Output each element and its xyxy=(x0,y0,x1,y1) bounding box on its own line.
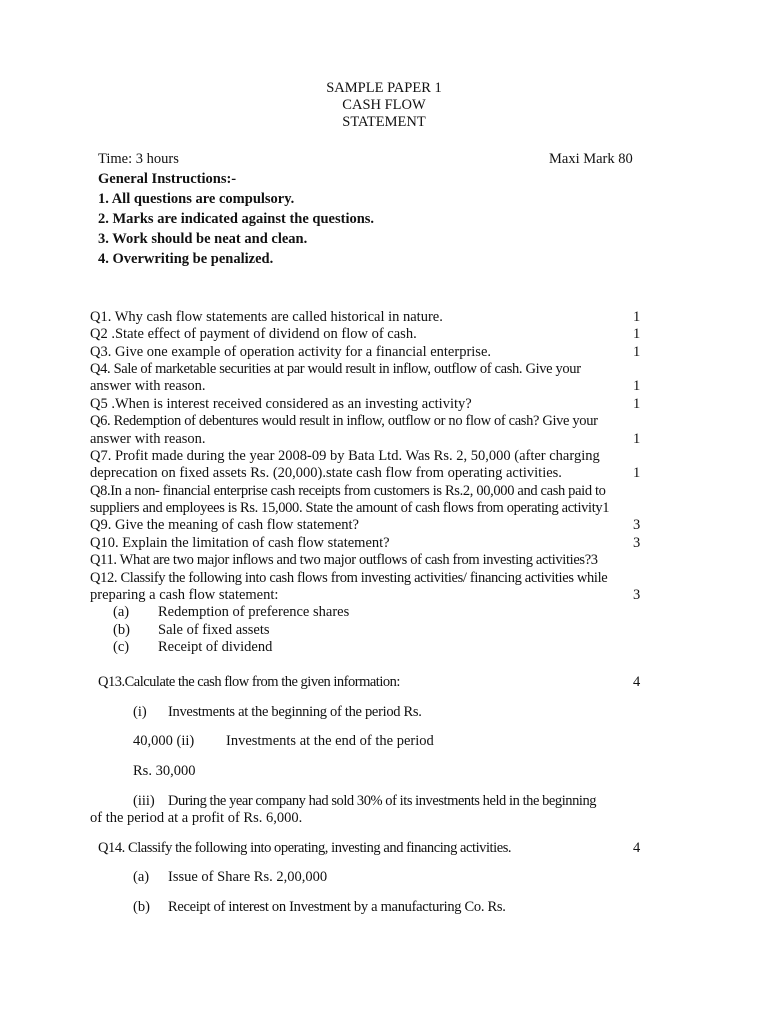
instruction-item: 3. Work should be neat and clean. xyxy=(98,231,308,247)
question-12: Q12. Classify the following into cash flows from investing activities/ financing activities while xyxy=(90,570,608,586)
instruction-item: 2. Marks are indicated against the questions. xyxy=(98,211,375,227)
question-14-option-text: Issue of Share Rs. 2,00,000 xyxy=(168,869,328,885)
question-1: Q1. Why cash flow statements are called historical in nature. xyxy=(90,309,443,325)
question-13-item-text: Investments at the end of the period xyxy=(226,733,434,749)
instruction-item: 1. All questions are compulsory. xyxy=(98,191,295,207)
question-9: Q9. Give the meaning of cash flow statement? xyxy=(90,517,359,533)
question-1-marks: 1 xyxy=(633,309,641,325)
question-6-marks: 1 xyxy=(633,431,641,447)
question-10: Q10. Explain the limitation of cash flow statement? xyxy=(90,535,390,551)
question-12-option-text: Sale of fixed assets xyxy=(158,622,270,638)
paper-subtitle-2: STATEMENT xyxy=(342,114,426,130)
question-13-item-text: Investments at the beginning of the period Rs. xyxy=(168,704,422,720)
question-3: Q3. Give one example of operation activity for a financial enterprise. xyxy=(90,344,492,360)
question-12-option-label: (c) xyxy=(113,639,130,655)
question-13-item-text: During the year company had sold 30% of its investments held in the beginning xyxy=(168,793,597,809)
question-5: Q5 .When is interest received considered as an investing activity? xyxy=(90,396,472,412)
question-4: Q4. Sale of marketable securities at par would result in inflow, outflow of cash. Give your xyxy=(90,361,581,377)
maximum-marks: Maxi Mark 80 xyxy=(549,151,633,167)
question-13-marks: 4 xyxy=(633,674,641,690)
paper-title: SAMPLE PAPER 1 xyxy=(326,80,442,96)
question-9-marks: 3 xyxy=(633,517,641,533)
question-13-item-label: 40,000 (ii) xyxy=(133,733,195,749)
question-7: Q7. Profit made during the year 2008-09 by Bata Ltd. Was Rs. 2, 50,000 (after charging xyxy=(90,448,600,464)
question-12-option-text: Redemption of preference shares xyxy=(158,604,350,620)
question-2-marks: 1 xyxy=(633,326,641,342)
question-4-marks: 1 xyxy=(633,378,641,394)
question-6: Q6. Redemption of debentures would result in inflow, outflow or no flow of cash? Give your xyxy=(90,413,598,429)
question-12-option-label: (a) xyxy=(113,604,130,620)
question-13-item-continued: of the period at a profit of Rs. 6,000. xyxy=(90,810,303,826)
instructions-heading: General Instructions:- xyxy=(98,171,237,187)
question-12-continued: preparing a cash flow statement: xyxy=(90,587,279,603)
question-14-option-label: (b) xyxy=(133,899,150,915)
question-10-marks: 3 xyxy=(633,535,641,551)
question-7-marks: 1 xyxy=(633,465,641,481)
question-14: Q14. Classify the following into operating, investing and financing activities. xyxy=(98,840,512,856)
question-13-amount: Rs. 30,000 xyxy=(133,763,196,779)
question-5-marks: 1 xyxy=(633,396,641,412)
question-14-marks: 4 xyxy=(633,840,641,856)
time-allowed: Time: 3 hours xyxy=(98,151,179,167)
question-7-continued: deprecation on fixed assets Rs. (20,000).state cash flow from operating activities. xyxy=(90,465,562,481)
question-8-continued: suppliers and employees is Rs. 15,000. State the amount of cash flows from operating activity1 xyxy=(90,500,610,516)
question-14-option-text: Receipt of interest on Investment by a manufacturing Co. Rs. xyxy=(168,899,506,915)
instruction-item: 4. Overwriting be penalized. xyxy=(98,251,274,267)
question-13: Q13.Calculate the cash flow from the given information: xyxy=(98,674,400,690)
question-13-item-label: (i) xyxy=(133,704,147,720)
question-4-continued: answer with reason. xyxy=(90,378,206,394)
question-12-marks: 3 xyxy=(633,587,641,603)
paper-subtitle: CASH FLOW xyxy=(342,97,426,113)
question-13-item-label: (iii) xyxy=(133,793,155,809)
question-3-marks: 1 xyxy=(633,344,641,360)
question-11: Q11. What are two major inflows and two major outflows of cash from investing activities?3 xyxy=(90,552,598,568)
question-14-option-label: (a) xyxy=(133,869,150,885)
question-6-continued: answer with reason. xyxy=(90,431,206,447)
question-8: Q8.In a non- financial enterprise cash receipts from customers is Rs.2, 00,000 and cash paid to xyxy=(90,483,606,499)
question-12-option-text: Receipt of dividend xyxy=(158,639,273,655)
question-2: Q2 .State effect of payment of dividend on flow of cash. xyxy=(90,326,417,342)
question-12-option-label: (b) xyxy=(113,622,130,638)
